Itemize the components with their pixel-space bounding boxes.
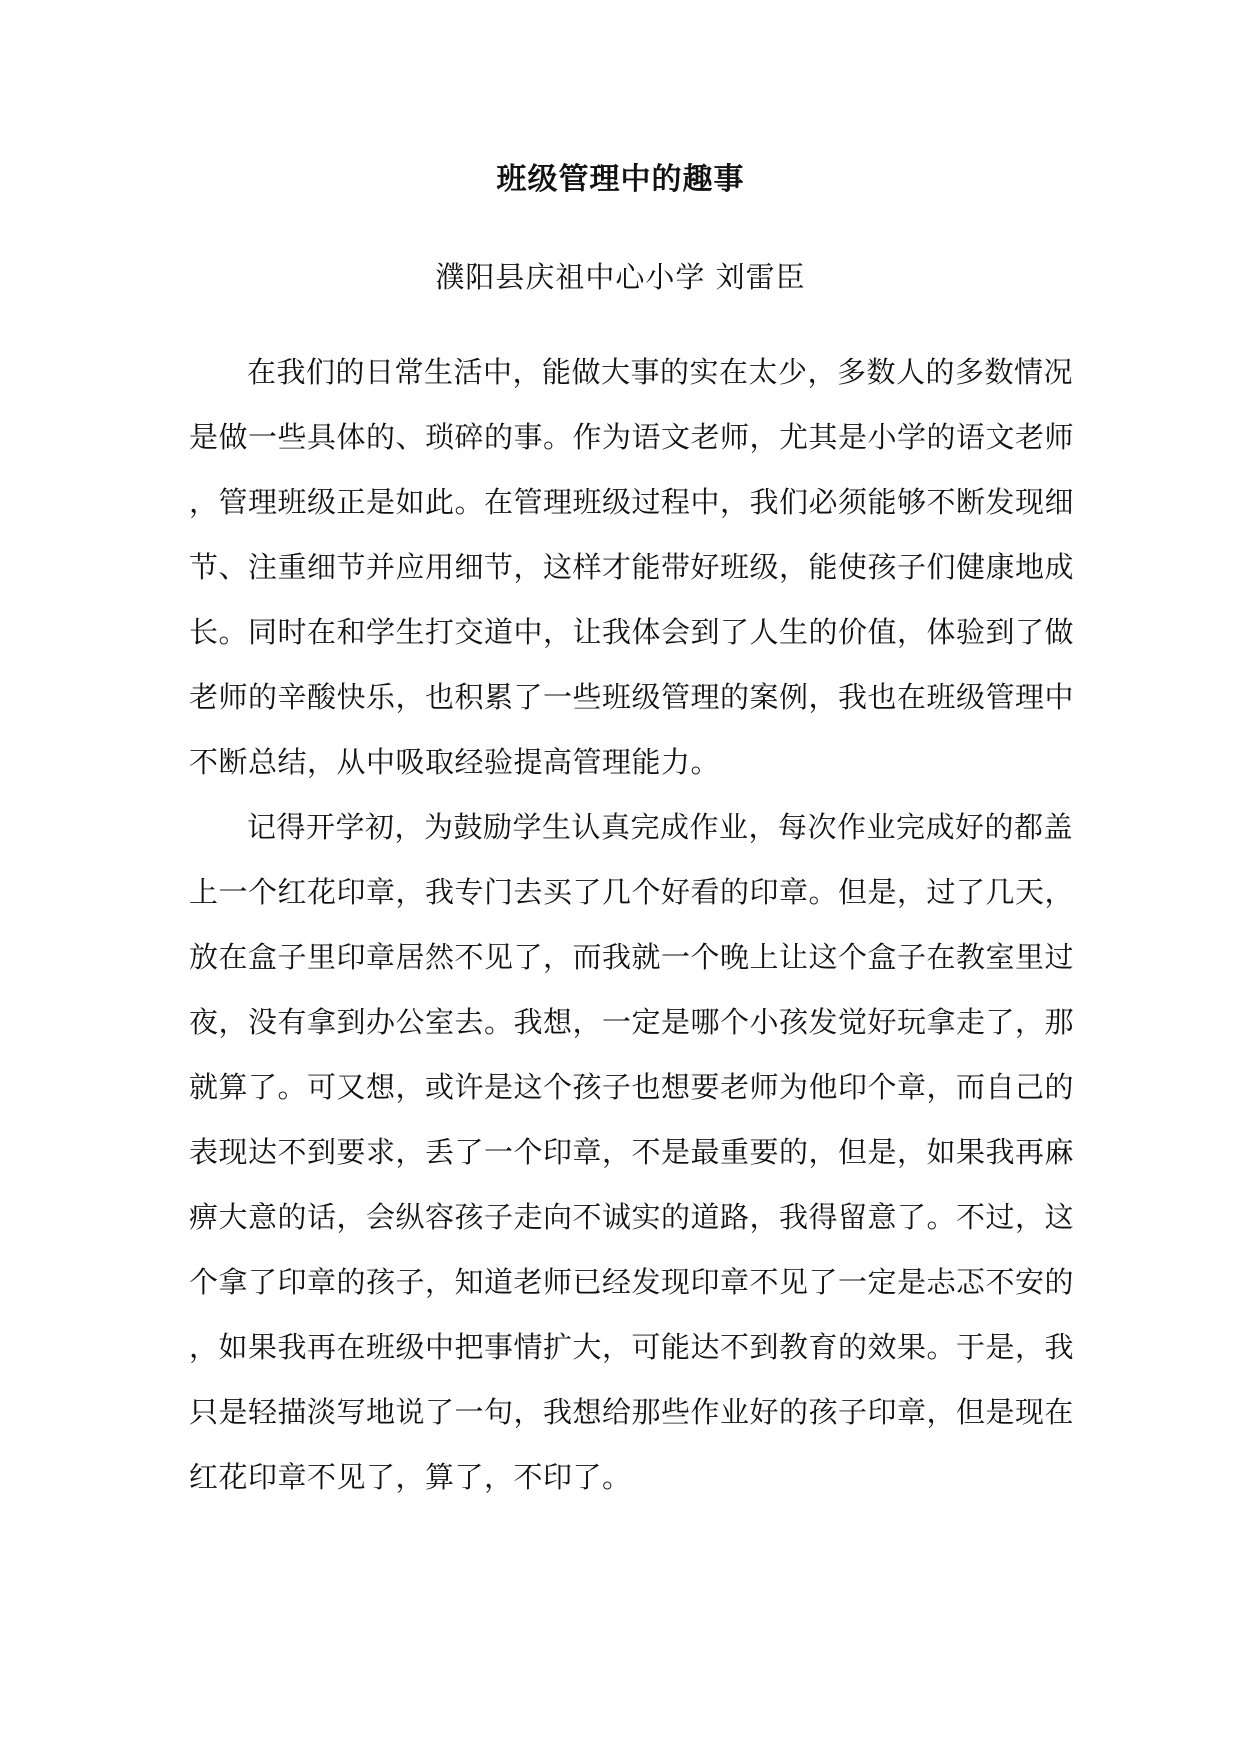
paragraph-line: 夜，没有拿到办公室去。我想，一定是哪个小孩发觉好玩拿走了，那: [189, 1005, 1075, 1039]
paragraph-line: 长。同时在和学生打交道中，让我体会到了人生的价值，体验到了做: [189, 615, 1075, 649]
paragraph-line: ，如果我再在班级中把事情扩大，可能达不到教育的效果。于是，我: [189, 1330, 1075, 1364]
paragraph-line: 记得开学初，为鼓励学生认真完成作业，每次作业完成好的都盖: [247, 810, 1074, 844]
paragraph-line: 个拿了印章的孩子，知道老师已经发现印章不见了一定是忐忑不安的: [189, 1265, 1075, 1299]
paragraph-line: 表现达不到要求，丢了一个印章，不是最重要的，但是，如果我再麻: [189, 1135, 1075, 1169]
paragraph-line: 在我们的日常生活中，能做大事的实在太少，多数人的多数情况: [247, 355, 1074, 389]
document-body: [189, 352, 1075, 1522]
paragraph-line: ，管理班级正是如此。在管理班级过程中，我们必须能够不断发现细: [189, 485, 1075, 519]
paragraph-line: 只是轻描淡写地说了一句，我想给那些作业好的孩子印章，但是现在: [189, 1395, 1075, 1429]
paragraph-line: 红花印章不见了，算了，不印了。: [189, 1460, 632, 1494]
paragraph-line: 就算了。可又想，或许是这个孩子也想要老师为他印个章，而自己的: [189, 1070, 1075, 1104]
paragraph-line: 上一个红花印章，我专门去买了几个好看的印章。但是，过了几天，: [189, 875, 1075, 909]
paragraph-line: 老师的辛酸快乐，也积累了一些班级管理的案例，我也在班级管理中: [189, 680, 1075, 714]
paragraph-line: 放在盒子里印章居然不见了，而我就一个晚上让这个盒子在教室里过: [189, 940, 1075, 974]
paragraph-line: 不断总结，从中吸取经验提高管理能力。: [189, 745, 721, 779]
author-byline: 濮阳县庆祖中心小学 刘雷臣: [435, 260, 806, 294]
paragraph-line: 是做一些具体的、琐碎的事。作为语文老师，尤其是小学的语文老师: [189, 420, 1075, 454]
paragraph-line: 节、注重细节并应用细节，这样才能带好班级，能使孩子们健康地成: [189, 550, 1075, 584]
document-title: 班级管理中的趣事: [496, 162, 745, 197]
paragraph-line: 痹大意的话，会纵容孩子走向不诚实的道路，我得留意了。不过，这: [189, 1200, 1075, 1234]
